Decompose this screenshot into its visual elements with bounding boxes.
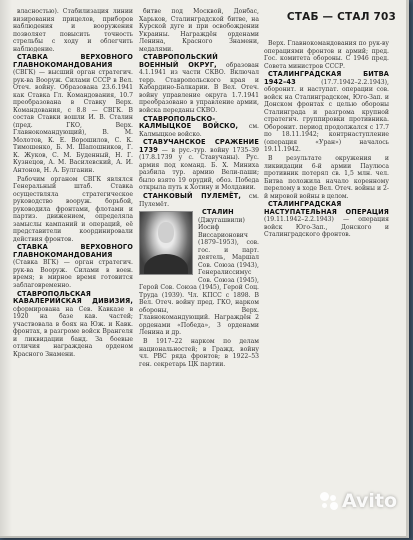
entry-paragraph [264, 201, 389, 239]
entry-text: В результате окружения и ликвидации 6-й армии Паулюса противник потерял св. 1,5 млн. чел. Битва положила начало коренному перелому в ходе Вел. Отеч. войны и 2-й мировой войны в целом. [264, 155, 389, 200]
entry-text: (19.11.1942–2.2.1943) — операция войск Юго-Зап., Донского и Сталинградского фронтов. [264, 216, 389, 239]
entry-paragraph [13, 54, 133, 174]
entry-paragraph [13, 244, 133, 289]
entry-text: (17.7.1942–2.2.1943), оборонит. и наступат. операции сов. войск на Сталинградском, Юго-Зап. и Донском фронтах с целью обороны Сталинграда и разгрома крупной стратегич. группировки противника. Оборонит. период продолжался с 17.7 по 18.11.1942; контрнаступление (операция «Уран») началось 19.11.1942. [264, 78, 389, 154]
entry-text: битве под Москвой, Донбас, Харьков, Сталинградской битве, на Курской дуге и при освобождении Украины. Награждён орденами Ленина, Красного Знамени, медалями. [139, 8, 259, 53]
entry-text: (Ставка ВГК) — орган стратегич. рук-ва Вооруж. Силами в воен. время; в мирное время готовится заблаговременно. [13, 259, 133, 289]
entry-headword: СТАВКА ВЕРХОВНОГО ГЛАВНОКОМАНДОВАНИЯ [13, 53, 133, 69]
running-head: СТАБ — СТАЛ 703 [286, 11, 396, 23]
entry-paragraph [139, 193, 259, 208]
entry-paragraph [139, 8, 259, 53]
entry-text: (Джугашвили) Иосиф Виссарионович (1879–1953), сов. гос. и парт. деятель, Маршал Сов. Союза (1943), Генералиссимус Сов. Союза (1945), Герой Сов. Союза (1945), Герой Соц. Труда (1939). Чл. КПСС с 1898. В Вел. Отеч. войну пред. ГКО, нарком обороны, Верх. Главнокомандующий. Награждён 2 орденами «Победа», 3 орденами Ленина и др. [139, 216, 259, 337]
entry-paragraph [264, 71, 389, 154]
text-column-3 [264, 40, 389, 528]
entry-headword: СТАНКОВЫЙ ПУЛЕМЁТ, [143, 192, 241, 201]
entry-text: Верх. Главнокомандования по рук-ву операциями фронтов и армий; пред. Гос. комитета обороны. С 1946 пред. Совета министров СССР. [264, 40, 389, 70]
entry-headword: СТАВРОПОЛЬСКО-КАЛМЫЦКОЕ ВОЙСКО, [139, 114, 239, 131]
entry-text: (СВГК) — высший орган стратегич. рук-ва Вооруж. Силами СССР в Вел. Отеч. войну. Образована 23.6.1941 как Ставка Гл. Командования, 10.7 преобразована в Ставку Верх. Командования, с 8.8 — СВГК. В состав Ставки вошли И. В. Сталин (пред. ГКО, Верх. Главнокомандующий), В. М. Молотов, К. Е. Ворошилов, С. К. Тимошенко, Б. М. Шапошников, Г. К. Жуков, С. М. Буденный, Н. Г. Кузнецов, А. М. Василевский, А. И. Антонов, Н. А. Булганин. [13, 69, 133, 174]
text-column-2 [139, 8, 259, 528]
entry-paragraph [264, 155, 389, 200]
entry-paragraph [139, 116, 259, 139]
entry-paragraph [13, 291, 133, 359]
entry-headword: СТАЛИН [202, 208, 234, 217]
avito-logo-icon [320, 492, 338, 510]
entry-headword: СТАВКА ВЕРХОВНОГО ГЛАВНОКОМАНДОВАНИЯ [13, 243, 133, 259]
entry-headword: СТАВРОПОЛЬСКАЯ КАВАЛЕРИЙСКАЯ ДИВИЗИЯ, [13, 289, 133, 306]
entry-text: см. Калмыцкое войско. [139, 123, 259, 138]
entry-text: сформирована на Сев. Кавказе в 1920 на базе кав. частей; участвовала в боях на Юж. и Кавк. фронтах, в разгроме войск Врангеля и ликвидации банд. За боевые отличия награждена орденом Красного Знамени. [13, 305, 133, 358]
entry-text: образован 4.1.1941 из части СКВО. Включал терр. Ставропольского края и Кабардино-Балкарии. В Вел. Отеч. войну управление округа 1.7.1941 преобразовано в управление армии, войска переданы СКВО. [139, 61, 259, 114]
entry-paragraph [13, 8, 133, 53]
entry-text: В 1917–22 нарком по делам национальностей; в Гражд. войну чл. РВС ряда фронтов; в 1922–53 ген. секретарь ЦК партии. [139, 338, 259, 368]
portrait-photo [139, 211, 193, 275]
entry-paragraph [13, 176, 133, 244]
entry-headword: СТАЛИНГРАДСКАЯ БИТВА 1942–43 [264, 70, 389, 86]
entry-text: власностью). Стабилизация линии визирования прицелов, приборов наблюдения и вооружения позволяет повысить точность стрельбы с ходу и облегчить наблюдение. [13, 8, 133, 53]
entry-text: см. Пулемёт. [139, 193, 259, 208]
entry-text: — в рус.-тур. войну 1735–39 (17.8.1739 у с. Ставучаны). Рус. армия под команд. Б. Х. Миниха разбила тур. армию Вели-паши; было взято 19 орудий, обоз. Победа открыла путь к Хотину и Молдавии. [139, 146, 259, 192]
text-column-1 [13, 8, 133, 528]
entry-paragraph [139, 139, 259, 192]
entry-paragraph [139, 54, 259, 114]
entry-paragraph [264, 40, 389, 70]
entry-text: Рабочим органом СВГК являлся Генеральный штаб. Ставка осуществляла стратегическое руководство вооруж. борьбой, руководила фронтами, флотами и партиз. движением, определяла замыслы кампаний и операций, её представители координировали действия фронтов. [13, 175, 133, 243]
avito-wordmark: Avito [341, 490, 397, 512]
avito-watermark [320, 490, 397, 512]
entry-headword: СТАВУЧАНСКОЕ СРАЖЕНИЕ 1739 [139, 138, 259, 154]
entry-paragraph [139, 338, 259, 368]
entry-headword: СТАВРОПОЛЬСКИЙ ВОЕННЫЙ ОКРУГ, [139, 53, 218, 69]
entry-headword: СТАЛИНГРАДСКАЯ НАСТУПАТЕЛЬНАЯ ОПЕРАЦИЯ [264, 200, 389, 216]
